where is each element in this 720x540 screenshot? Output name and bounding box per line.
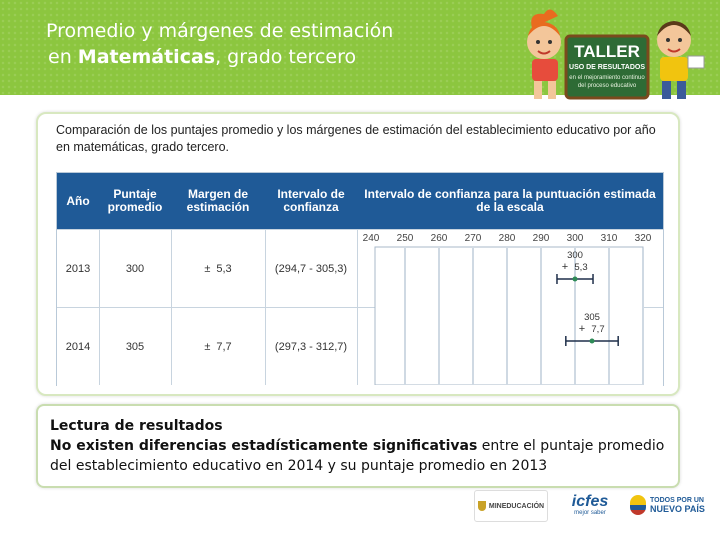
margin-value: 7,7 bbox=[216, 341, 232, 353]
badge-title: TALLER bbox=[574, 42, 640, 61]
card-title: Comparación de los puntajes promedio y los márgenes de estimación del establecimiento educativo por año en matemáticas, grado tercero. bbox=[56, 123, 656, 154]
tick-label: 240 bbox=[362, 233, 380, 244]
margin-label: 7,7 bbox=[591, 324, 605, 335]
row-score: 300 bbox=[125, 263, 145, 275]
plus-minus-label: + bbox=[578, 323, 586, 335]
gov-logo bbox=[630, 490, 710, 520]
plus-minus-sign: ± bbox=[204, 341, 211, 353]
mineducacion-logo bbox=[474, 490, 548, 522]
taller-board bbox=[566, 36, 648, 98]
col-year: Año bbox=[66, 193, 90, 208]
icfes-text: icfes bbox=[571, 493, 609, 510]
tick-label: 310 bbox=[600, 233, 618, 244]
reading-box bbox=[36, 404, 680, 488]
row-margin bbox=[171, 230, 265, 308]
table-header bbox=[57, 173, 663, 229]
mineducacion-text: MINEDUCACIÓN bbox=[488, 502, 545, 510]
tick-label: 250 bbox=[396, 233, 414, 244]
tick-label: 280 bbox=[498, 233, 516, 244]
title-prefix: en bbox=[48, 46, 78, 68]
girl-illustration bbox=[527, 9, 561, 99]
col-margin: Margen de estimación bbox=[186, 187, 250, 214]
mean-point bbox=[573, 277, 578, 282]
title-subject: Matemáticas bbox=[77, 46, 216, 68]
col-scale: Intervalo de confianza para la puntuación estimada de la escala bbox=[364, 187, 656, 214]
results-table bbox=[56, 172, 664, 386]
shield-icon bbox=[478, 501, 486, 511]
column-divider bbox=[265, 229, 266, 385]
tick-label: 300 bbox=[566, 233, 584, 244]
row-score: 305 bbox=[125, 341, 145, 353]
mean-label: 305 bbox=[584, 312, 600, 323]
gov-line-2: NUEVO PAÍS bbox=[650, 504, 705, 514]
row-margin bbox=[171, 308, 265, 386]
row-interval: (297,3 - 312,7) bbox=[274, 341, 348, 353]
title-suffix: , grado tercero bbox=[215, 46, 357, 68]
row-year: 2013 bbox=[65, 263, 91, 275]
badge-subtitle: USO DE RESULTADOS bbox=[569, 64, 645, 71]
badge-caption-2: del proceso educativo bbox=[577, 83, 637, 89]
tick-label: 290 bbox=[532, 233, 550, 244]
page-title bbox=[46, 18, 393, 70]
row-year: 2014 bbox=[65, 341, 91, 353]
title-line-1: Promedio y márgenes de estimación bbox=[46, 20, 394, 42]
plus-minus-label: + bbox=[561, 261, 569, 273]
plot-frame bbox=[375, 247, 643, 385]
tick-label: 270 bbox=[464, 233, 482, 244]
reading-heading: Lectura de resultados bbox=[50, 418, 223, 434]
reading-rest: entre el puntaje promedio del establecimiento educativo en 2014 y su puntaje promedio en 2013 bbox=[50, 438, 665, 474]
flag-icon bbox=[630, 495, 646, 515]
margin-value: 5,3 bbox=[216, 263, 232, 275]
column-divider bbox=[99, 229, 100, 385]
tick-label: 260 bbox=[430, 233, 448, 244]
boy-illustration bbox=[657, 21, 704, 99]
taller-badge bbox=[522, 6, 718, 104]
gov-line-1: TODOS POR UN bbox=[650, 497, 704, 504]
col-interval: Intervalo de confianza bbox=[277, 187, 345, 214]
confidence-interval-scale bbox=[357, 229, 663, 385]
comparison-card bbox=[36, 112, 680, 396]
mean-label: 300 bbox=[567, 250, 583, 261]
column-divider bbox=[171, 229, 172, 385]
icfes-logo bbox=[560, 490, 620, 520]
reading-bold: No existen diferencias estadísticamente significativas bbox=[50, 438, 478, 454]
mean-point bbox=[590, 339, 595, 344]
icfes-sub: mejor saber bbox=[574, 510, 606, 516]
col-score: Puntaje promedio bbox=[107, 187, 163, 214]
reading-text bbox=[50, 416, 670, 476]
margin-label: 5,3 bbox=[574, 262, 588, 273]
row-interval: (294,7 - 305,3) bbox=[274, 263, 348, 275]
tick-label: 320 bbox=[634, 233, 652, 244]
badge-caption-1: en el mejoramiento continuo bbox=[569, 75, 645, 81]
plus-minus-sign: ± bbox=[204, 263, 211, 275]
